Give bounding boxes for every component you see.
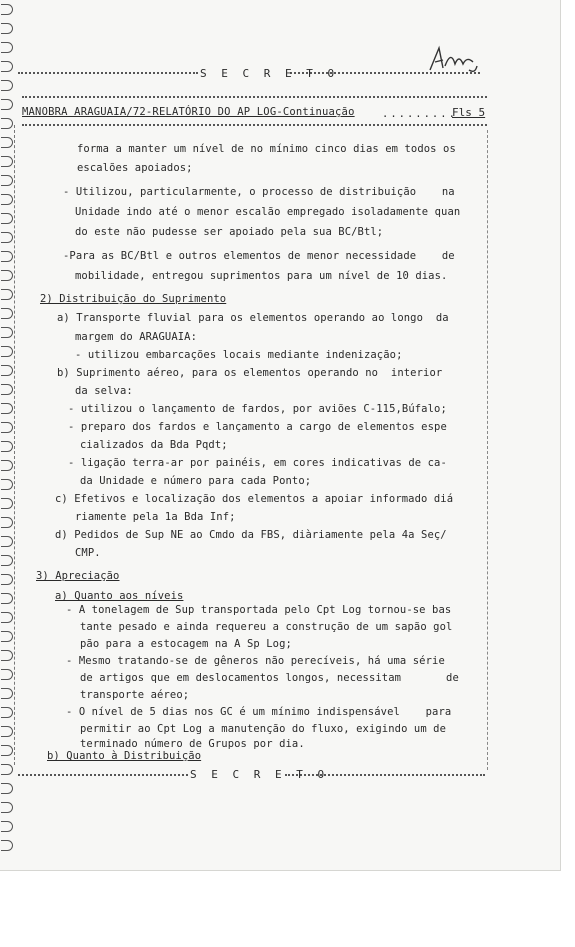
binding-hole — [1, 574, 13, 585]
text-line: pão para a estocagem na A Sp Log; — [80, 638, 292, 650]
binding-hole — [1, 726, 13, 737]
binding-hole — [1, 498, 13, 509]
text-line: d) Pedidos de Sup NE ao Cmdo da FBS, diàriamente pela 4a Seç/ — [55, 529, 447, 541]
binding-hole — [1, 384, 13, 395]
binding-hole — [1, 422, 13, 433]
text-line: cializados da Bda Pqdt; — [80, 439, 228, 451]
text-line: terminado número de Grupos por dia. — [80, 738, 305, 750]
subsection-heading: a) Quanto aos níveis — [55, 590, 184, 602]
binding-hole — [1, 745, 13, 756]
text-line: transporte aéreo; — [80, 689, 190, 701]
section-heading: 2) Distribuição do Suprimento — [40, 293, 227, 305]
binding-hole — [1, 764, 13, 775]
text-line: - utilizou o lançamento de fardos, por aviões C-115,Búfalo; — [68, 403, 447, 415]
binding-hole — [1, 327, 13, 338]
binding-hole — [1, 536, 13, 547]
text-line: de artigos que em deslocamentos longos, necessitam de — [80, 672, 459, 684]
text-line: mobilidade, entregou suprimentos para um nível de 10 dias. — [75, 270, 448, 282]
text-line: CMP. — [75, 547, 101, 559]
text-line: forma a manter um nível de no mínimo cinco dias em todos os — [77, 143, 456, 155]
text-line: c) Efetivos e localização dos elementos a apoiar informado diá — [55, 493, 454, 505]
binding-hole — [1, 631, 13, 642]
binding-hole — [1, 270, 13, 281]
text-line: escalões apoiados; — [77, 162, 193, 174]
binding-hole — [1, 821, 13, 832]
binding-hole — [1, 669, 13, 680]
binding-hole — [1, 517, 13, 528]
signature-mark — [425, 40, 485, 80]
text-line: b) Suprimento aéreo, para os elementos operando no interior — [57, 367, 443, 379]
binding-hole — [1, 840, 13, 851]
text-line: margem do ARAGUAIA: — [75, 331, 198, 343]
text-line: permitir ao Cpt Log a manutenção do fluxo, exigindo um de — [80, 723, 447, 735]
text-line: - ligação terra-ar por painéis, em cores indicativas de ca- — [68, 457, 447, 469]
header-rule-top — [22, 96, 487, 98]
binding-hole — [1, 612, 13, 623]
binding-hole — [1, 593, 13, 604]
text-line: tante pesado e ainda requereu a construção de um sapão gol — [80, 621, 453, 633]
text-line: - O nível de 5 dias nos GC é um mínimo indispensável para — [66, 706, 452, 718]
binding-hole — [1, 555, 13, 566]
binding-hole — [1, 441, 13, 452]
text-line: riamente pela 1a Bda Inf; — [75, 511, 236, 523]
binding-hole — [1, 251, 13, 262]
section-heading: 3) Apreciação — [36, 570, 120, 582]
binding-hole — [1, 175, 13, 186]
binding-hole — [1, 460, 13, 471]
binding-hole — [1, 42, 13, 53]
subsection-heading: b) Quanto à Distribuição — [47, 750, 202, 762]
binding-hole — [1, 802, 13, 813]
text-line: - Utilizou, particularmente, o processo de distribuição na — [63, 186, 455, 198]
binding-hole — [1, 479, 13, 490]
binding-hole — [1, 194, 13, 205]
text-line: Unidade indo até o menor escalão empregado isoladamente quan — [75, 206, 461, 218]
text-line: da Unidade e número para cada Ponto; — [80, 475, 312, 487]
binding-hole — [1, 346, 13, 357]
bottom-rule-left — [18, 774, 188, 776]
binding-hole — [1, 99, 13, 110]
text-line: -Para as BC/Btl e outros elementos de menor necessidade de — [63, 250, 455, 262]
header-title: MANOBRA ARAGUAIA/72-RELATÓRIO DO AP LOG-Continuação — [22, 106, 355, 118]
text-line: - preparo dos fardos e lançamento a cargo de elementos espe — [68, 421, 447, 433]
binding-hole — [1, 213, 13, 224]
text-line: da selva: — [75, 385, 133, 397]
left-margin-line — [14, 125, 15, 765]
binding-hole — [1, 783, 13, 794]
binding-hole — [1, 23, 13, 34]
right-margin-line — [487, 130, 488, 770]
binding-hole — [1, 650, 13, 661]
binding-hole — [1, 688, 13, 699]
page-number: Fls 5 — [452, 106, 486, 119]
text-line: - A tonelagem de Sup transportada pelo Cpt Log tornou-se bas — [66, 604, 452, 616]
binding-hole — [1, 365, 13, 376]
top-rule-left — [18, 72, 198, 74]
text-line: - utilizou embarcações locais mediante indenização; — [75, 349, 403, 361]
binding-hole — [1, 137, 13, 148]
header-dots: ......... — [382, 108, 457, 120]
binding-hole — [1, 289, 13, 300]
binding-hole — [1, 80, 13, 91]
classification-bottom: S E C R E T O — [190, 768, 329, 781]
binding-hole — [1, 118, 13, 129]
text-line: do este não pudesse ser apoiado pela sua BC/Btl; — [75, 226, 384, 238]
header-rule-bottom — [22, 124, 487, 126]
binding-hole — [1, 308, 13, 319]
binding-hole — [1, 61, 13, 72]
binding-hole — [1, 707, 13, 718]
text-line: - Mesmo tratando-se de gêneros não perecíveis, há uma série — [66, 655, 445, 667]
binding-hole — [1, 232, 13, 243]
binding-hole — [1, 4, 13, 15]
classification-top: S E C R E T O — [200, 67, 339, 80]
binding-hole — [1, 403, 13, 414]
text-line: a) Transporte fluvial para os elementos operando ao longo da — [57, 312, 449, 324]
binding-hole — [1, 156, 13, 167]
